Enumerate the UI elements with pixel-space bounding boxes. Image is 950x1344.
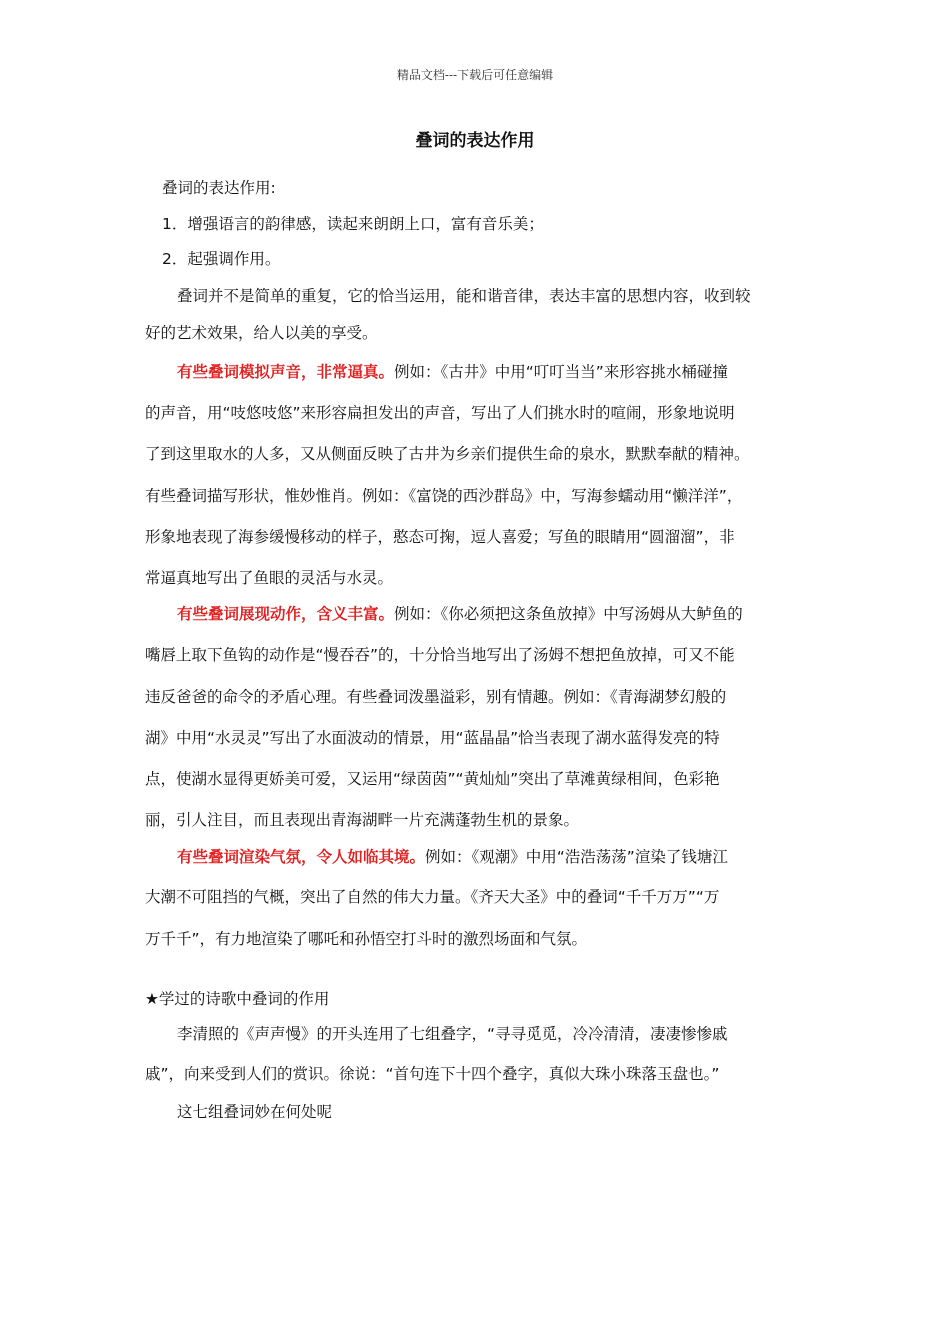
text-line: 常逼真地写出了鱼眼的灵活与水灵。 [145,569,394,587]
text-line: 湖》中用“水灵灵”写出了水面波动的情景，用“蓝晶晶”恰当表现了湖水蓝得发亮的特 [145,729,720,747]
text-line: 嘴唇上取下鱼钩的动作是“慢吞吞”的，十分恰当地写出了汤姆不想把鱼放掉，可又不能 [145,646,735,664]
text-span: 例如：《古井》中用“叮叮当当”来形容挑水桶碰撞 [394,363,728,381]
highlight-text: 有些叠词展现动作，含义丰富。 [177,605,395,623]
text-line: 有些叠词描写形状，惟妙惟肖。例如：《富饶的西沙群岛》中，写海参蠕动用“懒洋洋”， [145,487,743,505]
text-line: 的声音，用“吱悠吱悠”来形容扁担发出的声音，写出了人们挑水时的喧闹，形象地说明 [145,404,735,422]
text-line: 了到这里取水的人多，又从侧面反映了古井为乡亲们提供生命的泉水，默默奉献的精神。 [145,445,750,463]
text-line: 叠词的表达作用: [162,179,276,197]
text-line: 万千千”，有力地渲染了哪吒和孙悟空打斗时的激烈场面和气氛。 [145,930,588,948]
text-line: 这七组叠词妙在何处呢 [177,1103,333,1121]
text-line [177,361,728,383]
text-line: 违反爸爸的命令的矛盾心理。有些叠词泼墨溢彩，别有情趣。例如：《青海湖梦幻般的 [145,688,727,706]
highlight-text: 有些叠词渲染气氛，令人如临其境。 [177,848,426,866]
section-heading: ★学过的诗歌中叠词的作用 [145,990,330,1008]
text-line: 好的艺术效果，给人以美的享受。 [145,324,378,342]
highlight-text: 有些叠词模拟声音，非常逼真。 [177,363,395,381]
header-note: 精品文档---下载后可任意编辑 [396,68,554,82]
text-line [177,846,728,868]
text-line: 形象地表现了海参缓慢移动的样子，憨态可掬，逗人喜爱；写鱼的眼睛用“圆溜溜”，非 [145,528,735,546]
text-line: 李清照的《声声慢》的开头连用了七组叠字，“寻寻觅觅，冷冷清清，凄凄惨惨戚 [177,1025,728,1043]
text-line: 叠词并不是简单的重复，它的恰当运用，能和谐音律，表达丰富的思想内容，收到较 [177,287,751,305]
text-span: 例如：《你必须把这条鱼放掉》中写汤姆从大鲈鱼的 [394,605,743,623]
text-line: 戚”，向来受到人们的赏识。徐说：“首句连下十四个叠字，真似大珠小珠落玉盘也。” [145,1065,720,1083]
text-span: 例如：《观潮》中用“浩浩荡荡”渲染了钱塘江 [425,848,728,866]
text-line: 丽，引人注目，而且表现出青海湖畔一片充满蓬勃生机的景象。 [145,811,580,829]
text-line: 1．增强语言的韵律感，读起来朗朗上口，富有音乐美； [162,215,544,233]
text-line: 点，使湖水显得更娇美可爱，又运用“绿茵茵”“黄灿灿”突出了草滩黄绿相间，色彩艳 [145,770,720,788]
text-line [177,603,743,625]
text-line: 2．起强调作用。 [162,250,281,268]
text-line: 大潮不可阻挡的气概，突出了自然的伟大力量。《齐天大圣》中的叠词“千千万万”“万 [145,888,720,906]
page-title: 叠词的表达作用 [415,131,535,151]
